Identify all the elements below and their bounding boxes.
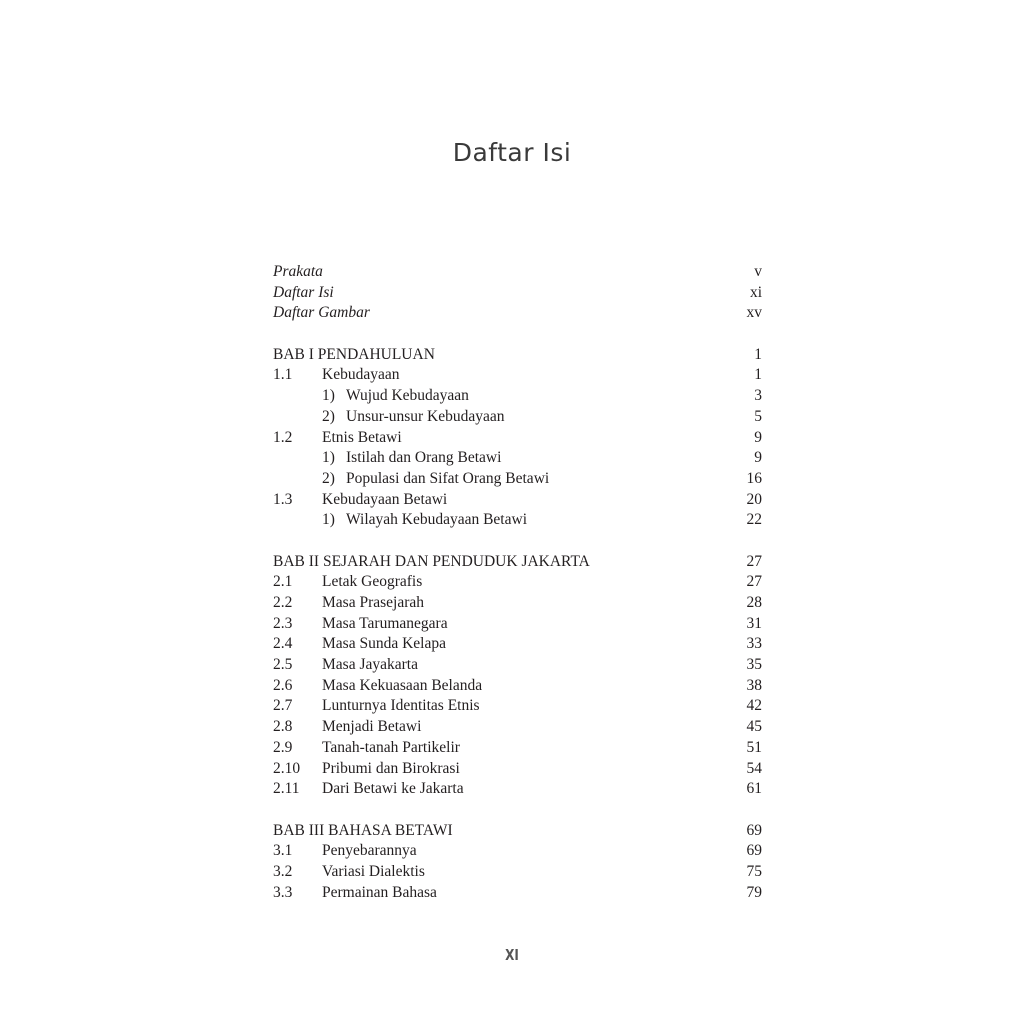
toc-entry-title: BAB I PENDAHULUAN: [273, 345, 435, 363]
toc-entry-title: Tanah-tanah Partikelir: [322, 738, 460, 756]
toc-entry-section: [273, 759, 762, 780]
toc-entry-page: xi: [749, 283, 762, 301]
toc-entry-title: Permainan Bahasa: [322, 883, 437, 901]
toc-entry-title: Wilayah Kebudayaan Betawi: [346, 511, 527, 529]
toc-entry-sub: [273, 469, 762, 490]
toc-entry-title: Lunturnya Identitas Etnis: [322, 697, 480, 715]
toc-entry-number: 2): [322, 469, 335, 487]
toc-entry-front: [273, 262, 762, 283]
toc-entry-title: Prakata: [273, 263, 323, 280]
toc-entry-title: Kebudayaan: [322, 366, 400, 384]
toc-entry-page: 20: [746, 490, 762, 508]
toc-entry-section: [273, 883, 762, 904]
toc-entry-front: [273, 283, 762, 304]
toc-entry-number: 1): [322, 511, 335, 529]
toc-entry-title: Unsur-unsur Kebudayaan: [346, 407, 505, 425]
toc-entry-title: Penyebarannya: [322, 842, 417, 860]
toc-entry-page: 3: [754, 387, 762, 405]
toc-entry-page: 51: [746, 738, 762, 756]
toc-entry-page: 1: [754, 366, 762, 384]
toc-entry-title: Menjadi Betawi: [322, 718, 422, 736]
toc-entry-page: xv: [746, 304, 762, 322]
toc-entry-page: 69: [746, 842, 762, 860]
toc-spacer: [273, 324, 762, 345]
toc-entry-title: Masa Jayakarta: [322, 656, 418, 674]
toc-entry-number: 2.6: [273, 676, 293, 694]
toc-entry-number: 1): [322, 387, 335, 405]
toc-entry-section: [273, 738, 762, 759]
toc-entry-title: Masa Sunda Kelapa: [322, 635, 446, 653]
toc-entry-chapter: [273, 821, 762, 842]
toc-entry-page: 38: [746, 676, 762, 694]
toc-entry-page: 27: [746, 573, 762, 591]
toc-entry-page: 35: [746, 656, 762, 674]
toc-entry-number: 3.1: [273, 842, 293, 860]
toc-entry-section: [273, 490, 762, 511]
toc-entry-number: 2): [322, 407, 335, 425]
toc-entry-section: [273, 428, 762, 449]
page-number: XI: [505, 946, 519, 964]
toc-entry-section: [273, 862, 762, 883]
toc-entry-page: 16: [746, 469, 762, 487]
toc-entry-page: 42: [746, 697, 762, 715]
toc-entry-page: 69: [746, 821, 762, 839]
toc-entry-page: v: [754, 263, 762, 280]
toc-entry-number: 1.3: [273, 490, 293, 508]
toc-entry-number: 3.3: [273, 883, 293, 901]
toc-entry-page: 27: [746, 552, 762, 570]
toc-entry-title: Etnis Betawi: [322, 428, 402, 446]
toc-entry-number: 2.2: [273, 594, 293, 611]
toc-entry-title: BAB III BAHASA BETAWI: [273, 821, 453, 839]
toc-entry-sub: [273, 510, 762, 531]
toc-entry-number: 1): [322, 449, 335, 467]
toc-entry-number: 1.1: [273, 366, 293, 384]
toc-entry-section: [273, 696, 762, 717]
toc-entry-title: Variasi Dialektis: [322, 862, 425, 880]
toc-entry-title: Daftar Gambar: [273, 304, 370, 322]
toc-entry-front: [273, 303, 762, 324]
toc-entry-section: [273, 717, 762, 738]
toc-spacer: [273, 800, 762, 821]
toc-entry-sub: [273, 386, 762, 407]
toc-entry-number: 2.11: [273, 780, 300, 798]
toc-entry-title: Masa Tarumanegara: [322, 614, 448, 632]
toc-entry-number: 2.4: [273, 635, 293, 653]
toc-entry-section: [273, 655, 762, 676]
toc-entry-section: [273, 614, 762, 635]
toc-entry-section: [273, 779, 762, 800]
toc-entry-title: Kebudayaan Betawi: [322, 490, 448, 508]
toc-entry-page: 75: [746, 862, 762, 880]
toc-entry-page: 31: [746, 614, 762, 632]
toc-entry-title: Pribumi dan Birokrasi: [322, 759, 460, 777]
toc-entry-chapter: [273, 552, 762, 573]
toc-entry-title: Masa Prasejarah: [322, 594, 424, 611]
toc-entry-title: Letak Geografis: [322, 573, 423, 591]
toc-entry-number: 2.5: [273, 656, 293, 674]
toc-entry-section: [273, 593, 762, 614]
toc-entry-page: 22: [746, 511, 762, 529]
page-title: Daftar Isi: [452, 138, 572, 167]
toc-entry-number: 2.7: [273, 697, 293, 715]
toc-entry-section: [273, 634, 762, 655]
toc-entry-title: Daftar Isi: [273, 283, 334, 301]
toc-entry-page: 5: [754, 407, 762, 425]
toc-entry-section: [273, 572, 762, 593]
table-of-contents: [273, 262, 762, 903]
toc-entry-page: 1: [754, 345, 762, 363]
toc-entry-title: Istilah dan Orang Betawi: [346, 449, 502, 467]
toc-entry-number: 1.2: [273, 428, 293, 446]
toc-entry-page: 54: [746, 759, 762, 777]
toc-entry-page: 33: [746, 635, 762, 653]
toc-entry-title: Populasi dan Sifat Orang Betawi: [346, 469, 550, 487]
toc-entry-title: Dari Betawi ke Jakarta: [322, 780, 464, 798]
toc-entry-section: [273, 841, 762, 862]
toc-entry-title: Masa Kekuasaan Belanda: [322, 676, 483, 694]
toc-entry-page: 61: [746, 780, 762, 798]
toc-entry-title: Wujud Kebudayaan: [346, 387, 469, 405]
toc-entry-number: 2.3: [273, 614, 293, 632]
toc-spacer: [273, 531, 762, 552]
toc-entry-page: 9: [754, 449, 762, 467]
toc-entry-number: 2.9: [273, 738, 293, 756]
toc-entry-number: 2.8: [273, 718, 293, 736]
toc-entry-sub: [273, 407, 762, 428]
toc-entry-page: 28: [746, 594, 762, 611]
toc-entry-section: [273, 365, 762, 386]
toc-entry-page: 45: [746, 718, 762, 736]
toc-entry-number: 2.10: [273, 759, 301, 777]
toc-entry-title: BAB II SEJARAH DAN PENDUDUK JAKARTA: [273, 552, 590, 570]
toc-entry-number: 3.2: [273, 862, 293, 880]
toc-entry-page: 79: [746, 883, 762, 901]
toc-entry-chapter: [273, 345, 762, 366]
toc-entry-section: [273, 676, 762, 697]
toc-entry-sub: [273, 448, 762, 469]
toc-entry-page: 9: [754, 428, 762, 446]
toc-entry-number: 2.1: [273, 573, 293, 591]
